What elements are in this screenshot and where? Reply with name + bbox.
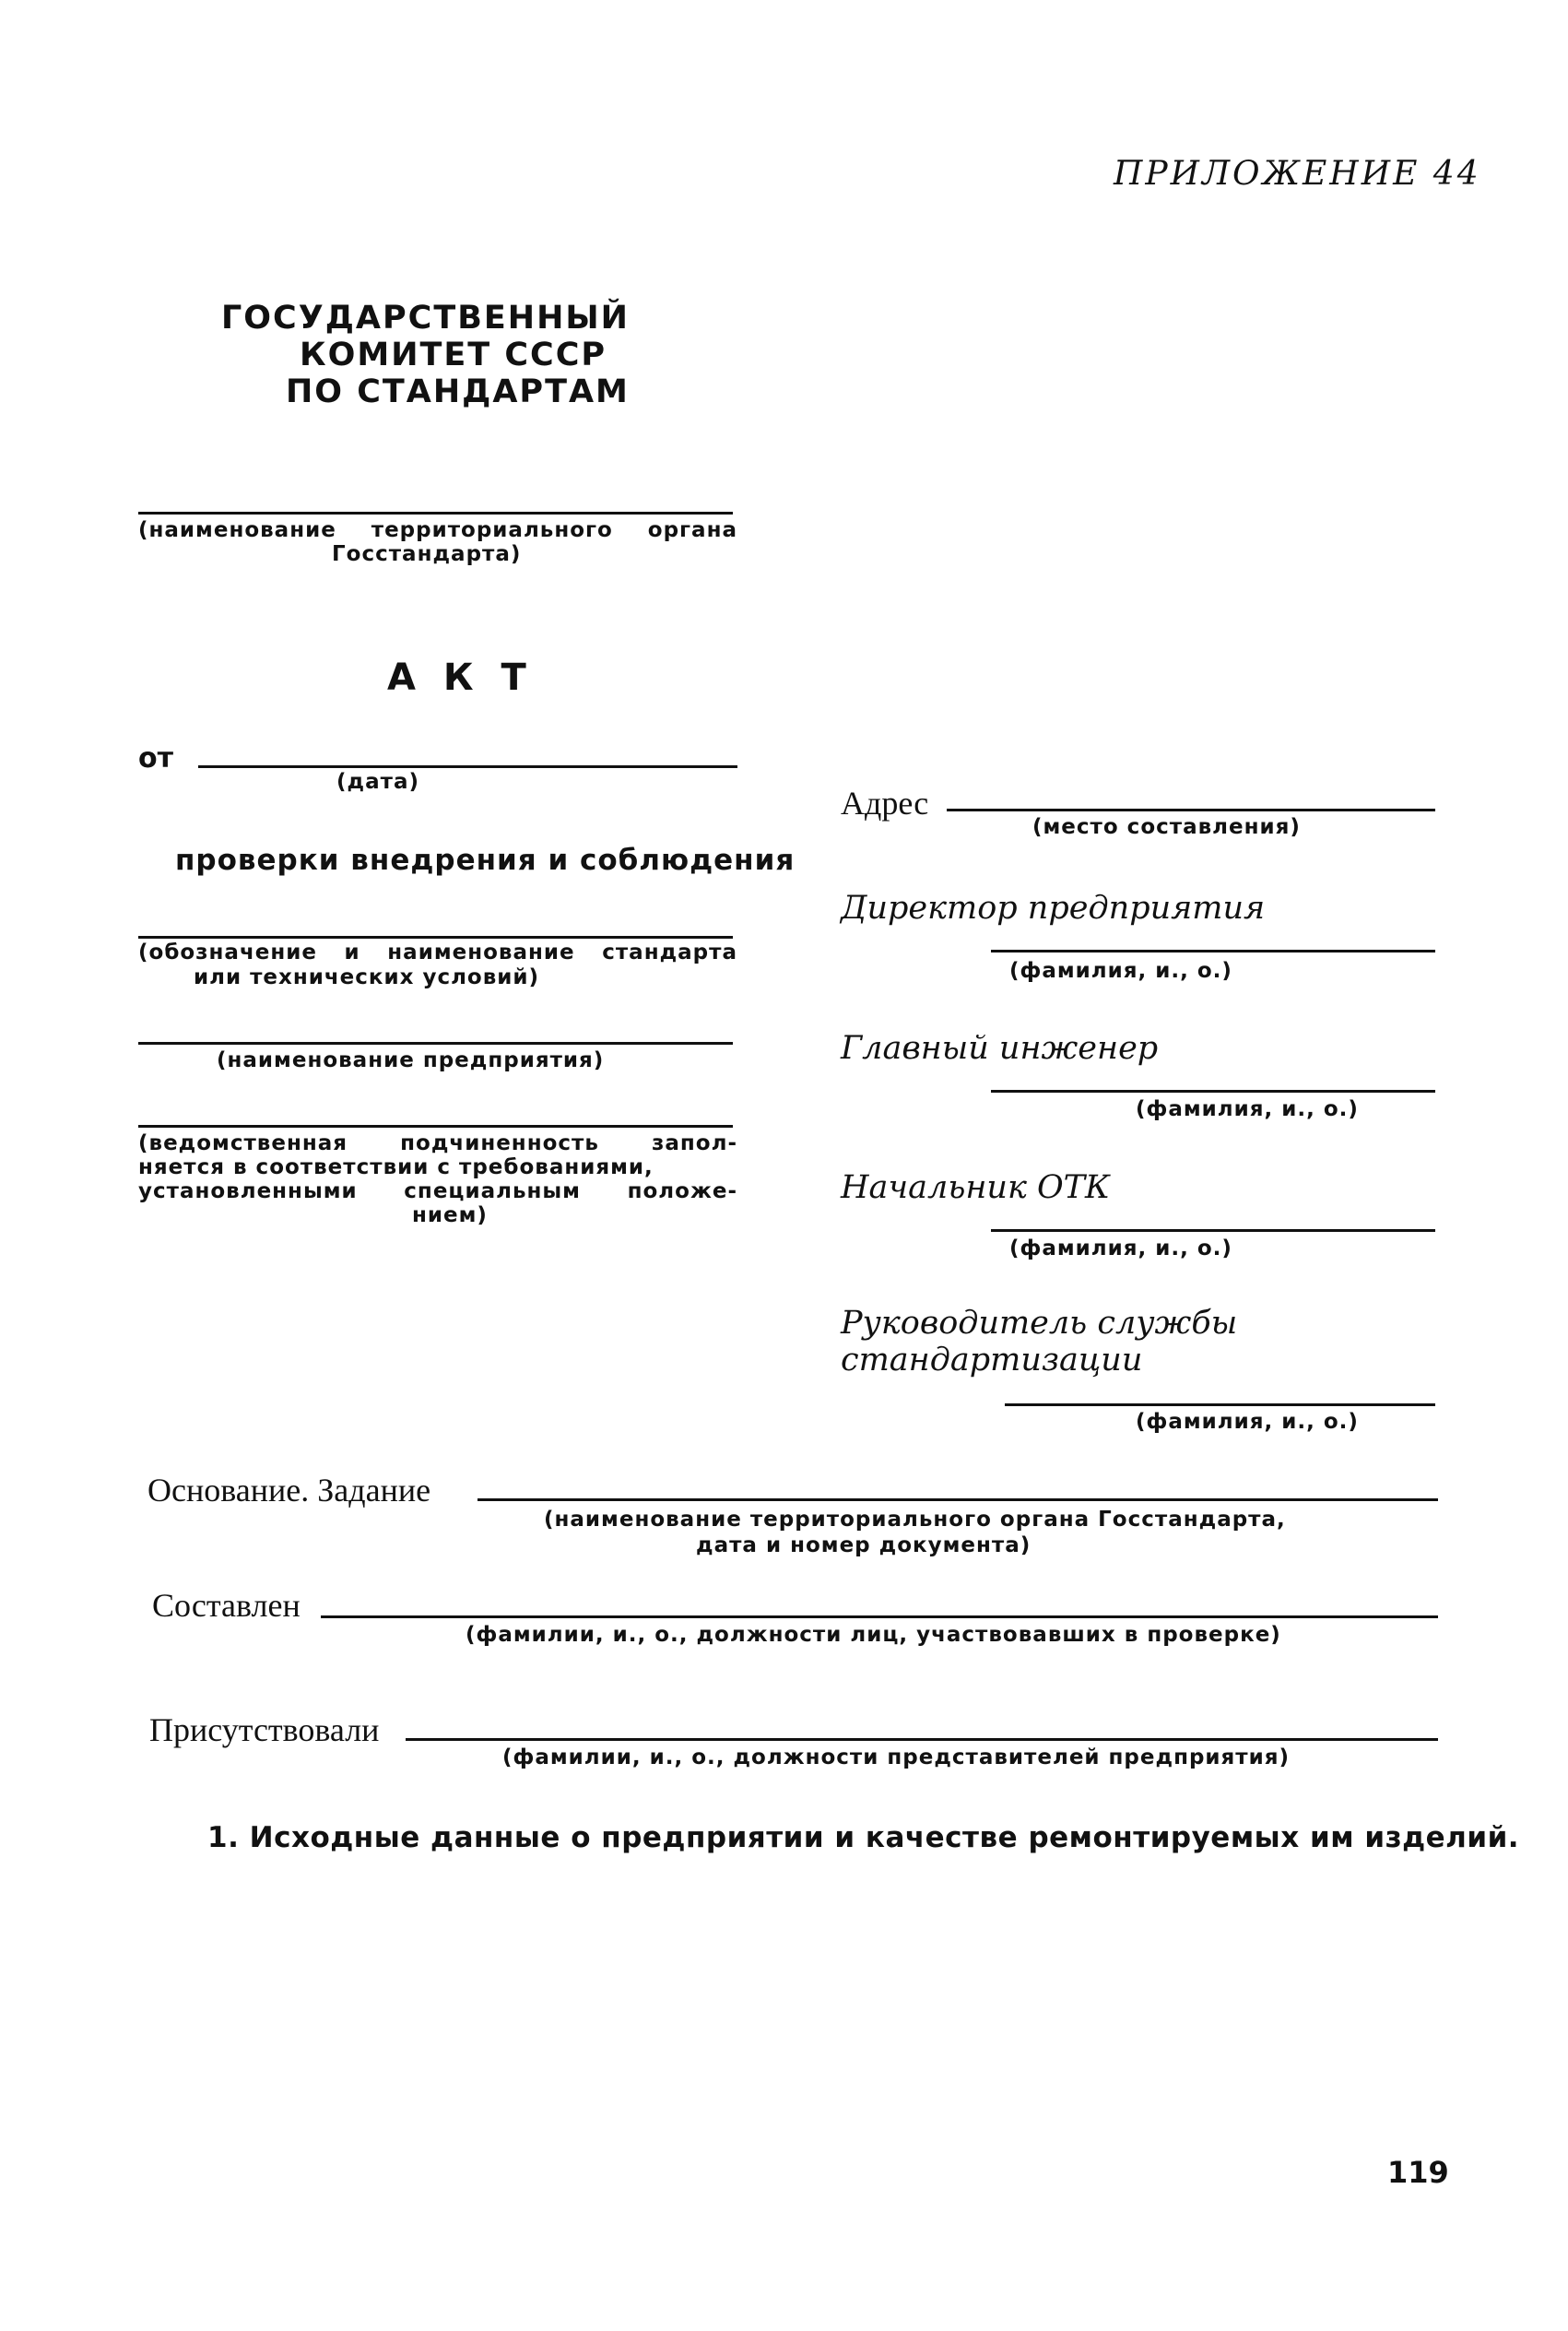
subordination-caption-4: нием) [412, 1203, 488, 1227]
basis-caption-1: (наименование территориального органа Госстандарта, [544, 1508, 1286, 1532]
act-title: А К Т [387, 657, 534, 699]
subordination-caption-1: (ведомственная подчиненность запол- [138, 1131, 737, 1155]
address-caption: (место составления) [1032, 815, 1301, 839]
qc-head-caption: (фамилия, и., о.) [1009, 1236, 1232, 1260]
org-header-line-2: КОМИТЕТ СССР [300, 337, 607, 373]
section-1-heading: 1. Исходные данные о предприятии и качестве ремонтируемых им изделий. [207, 1821, 1520, 1854]
present-label: Присутствовали [149, 1711, 380, 1748]
standardization-head-caption: (фамилия, и., о.) [1136, 1410, 1359, 1434]
compiled-caption: (фамилии, и., о., должности лиц, участвовавших в проверке) [466, 1623, 1281, 1647]
standard-line [138, 936, 733, 939]
subordination-caption-2: няется в соответствии с требованиями, [138, 1155, 654, 1179]
date-line [198, 765, 737, 768]
standardization-head-line [1005, 1403, 1435, 1406]
standardization-head-title-2: стандартизации [841, 1342, 1143, 1378]
page-number: 119 [1387, 2155, 1449, 2190]
standard-caption-1: (обозначение и наименование стандарта [138, 941, 737, 964]
from-label: от [138, 742, 173, 775]
present-line [406, 1738, 1438, 1741]
compiled-line [321, 1615, 1438, 1618]
basis-label: Основание. Задание [147, 1472, 431, 1509]
present-caption: (фамилии, и., о., должности представителей предприятия) [502, 1745, 1291, 1769]
qc-head-line [991, 1229, 1435, 1232]
enterprise-caption: (наименование предприятия) [217, 1048, 605, 1072]
basis-line [477, 1498, 1438, 1501]
address-line [947, 809, 1435, 811]
territorial-caption-1: (наименование территориального органа [138, 518, 737, 542]
compiled-label: Составлен [152, 1587, 301, 1624]
inspection-title: проверки внедрения и соблюдения [175, 844, 796, 877]
director-line [991, 950, 1435, 953]
standard-caption-2: или технических условий) [194, 965, 540, 989]
director-title: Директор предприятия [841, 890, 1266, 927]
org-header-line-1: ГОСУДАРСТВЕННЫЙ [221, 300, 630, 337]
subordination-caption-3: установленными специальным положе- [138, 1179, 737, 1203]
org-header-line-3: ПО СТАНДАРТАМ [286, 373, 630, 410]
chief-engineer-title: Главный инженер [841, 1030, 1159, 1067]
chief-engineer-caption: (фамилия, и., о.) [1136, 1097, 1359, 1121]
subordination-line [138, 1125, 733, 1128]
chief-engineer-line [991, 1090, 1435, 1093]
date-caption: (дата) [336, 770, 419, 794]
qc-head-title: Начальник ОТК [841, 1169, 1111, 1206]
address-label: Адрес [841, 785, 929, 822]
basis-caption-2: дата и номер документа) [696, 1533, 1032, 1557]
enterprise-line [138, 1042, 733, 1045]
territorial-caption-2: Госстандарта) [332, 542, 522, 566]
director-caption: (фамилия, и., о.) [1009, 959, 1232, 983]
appendix-label: ПРИЛОЖЕНИЕ 44 [1114, 155, 1481, 193]
territorial-organ-line [138, 512, 733, 515]
standardization-head-title-1: Руководитель службы [841, 1305, 1238, 1342]
